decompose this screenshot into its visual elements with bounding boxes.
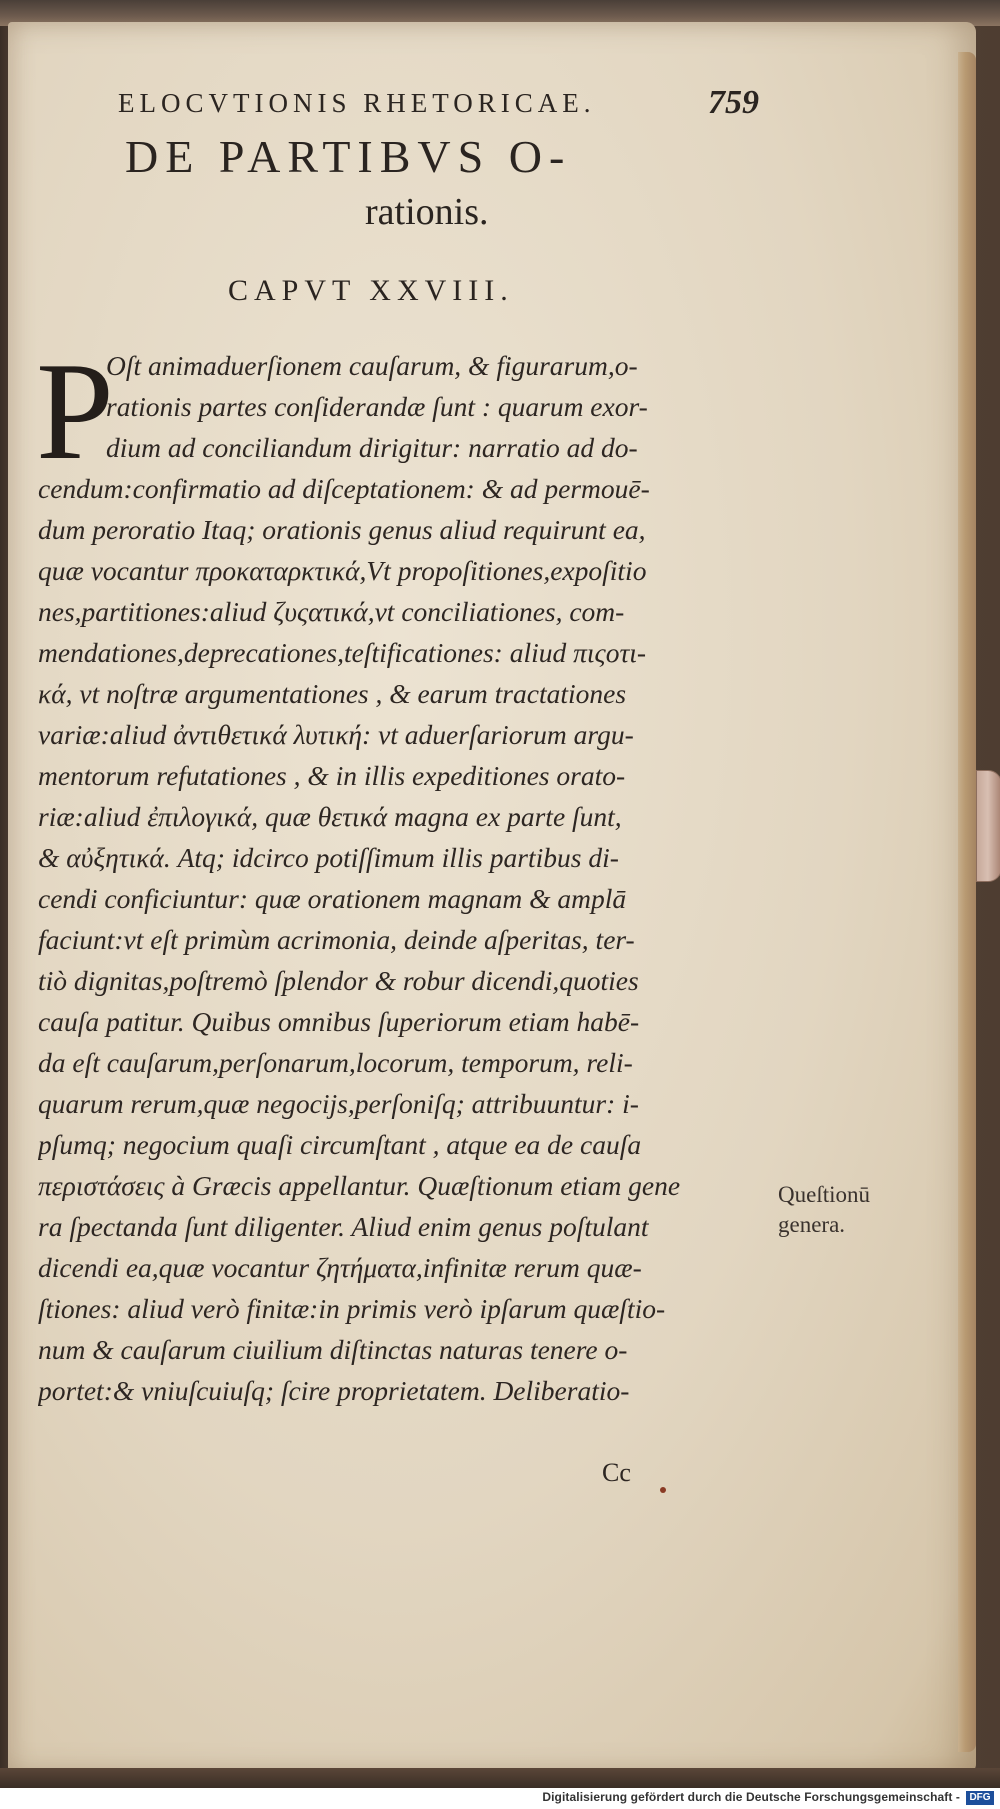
text-line: Oſt animaduerſionem cauſarum, & figurarum,o-: [106, 350, 638, 381]
text-line: cendum:confirmatio ad diſceptationem: & ad permouē-: [38, 473, 650, 504]
margin-note-line: Queſtionū: [778, 1182, 870, 1207]
funding-credit: Digitalisierung gefördert durch die Deutsche Forschungsgemeinschaft -: [542, 1790, 960, 1804]
dfg-logo: DFG: [966, 1791, 994, 1805]
text-line: variæ:aliud ἀντιθετικά λυτική: vt aduerſariorum argu-: [38, 719, 634, 750]
text-line: κά, vt noſtræ argumentationes , & earum tractationes: [38, 678, 627, 709]
section-title-line2: rationis.: [365, 191, 489, 233]
body-text: [36, 334, 778, 1411]
text-line: pſumq; negocium quaſi circumſtant , atque ea de cauſa: [38, 1129, 642, 1160]
text-line: da eſt cauſarum,perſonarum,locorum, temporum, reli-: [38, 1047, 633, 1078]
signature-mark: Cc: [602, 1458, 631, 1487]
chapter-heading: CAPVT XXVIII.: [228, 274, 514, 307]
page-number: 759: [708, 84, 759, 121]
text-line: cendi conficiuntur: quæ orationem magnam & amplā: [38, 883, 627, 914]
running-head-title: ELOCVTIONIS RHETORICAE.: [118, 88, 596, 118]
book-bottom-edge: [0, 1768, 1000, 1788]
page-edge: [958, 52, 976, 1752]
text-line: dium ad conciliandum dirigitur: narratio ad do-: [106, 432, 638, 463]
text-line: & αὐξητικά. Atq; idcirco potiſſimum illis partibus di-: [38, 842, 619, 873]
text-line: rationis partes conſiderandæ ſunt : quarum exor-: [106, 391, 648, 422]
text-line: quarum rerum,quæ negocijs,perſoniſq; attribuuntur: i-: [38, 1088, 639, 1119]
text-line: περιστάσεις à Græcis appellantur. Quæſtionum etiam gene: [38, 1170, 681, 1201]
ink-spot: [660, 1487, 666, 1493]
text-line: riæ:aliud ἐπιλογικά, quæ θετικά magna ex parte ſunt,: [38, 801, 622, 832]
text-line: portet:& vniuſcuiuſq; ſcire proprietatem. Deliberatio-: [38, 1375, 630, 1406]
text-line: dicendi ea,quæ vocantur ζητήματα,infinitæ rerum quæ-: [38, 1252, 642, 1283]
text-line: dum peroratio Itaq; orationis genus aliud requirunt ea,: [38, 514, 646, 545]
text-line: nes,partitiones:aliud ζυςατικά,vt conciliationes, com-: [38, 596, 625, 627]
text-line: ra ſpectanda ſunt diligenter. Aliud enim genus poſtulant: [38, 1211, 649, 1242]
text-line: quæ vocantur προκαταρκτικά,Vt propoſitiones,expoſitio: [38, 555, 647, 586]
section-title-line1: DE PARTIBVS O-: [125, 131, 572, 182]
text-line: mendationes,deprecationes,teſtificationes: aliud πιςοτι-: [38, 637, 647, 668]
drop-cap: P: [36, 334, 114, 489]
text-line: cauſa patitur. Quibus omnibus ſuperiorum etiam habē-: [38, 1006, 640, 1037]
text-line: num & cauſarum ciuilium diſtinctas naturas tenere o-: [38, 1334, 628, 1365]
bookmark-clasp: [976, 770, 1000, 882]
text-line: ſtiones: aliud verò finitæ:in primis verò ipſarum quæſtio-: [38, 1293, 666, 1324]
margin-note-line: genera.: [778, 1212, 846, 1237]
text-line: mentorum refutationes , & in illis expeditiones orato-: [38, 760, 626, 791]
margin-note: [778, 1180, 948, 1240]
text-line: tiò dignitas,poſtremò ſplendor & robur dicendi,quoties: [38, 965, 639, 996]
text-line: faciunt:vt eſt primùm acrimonia, deinde aſperitas, ter-: [38, 924, 635, 955]
